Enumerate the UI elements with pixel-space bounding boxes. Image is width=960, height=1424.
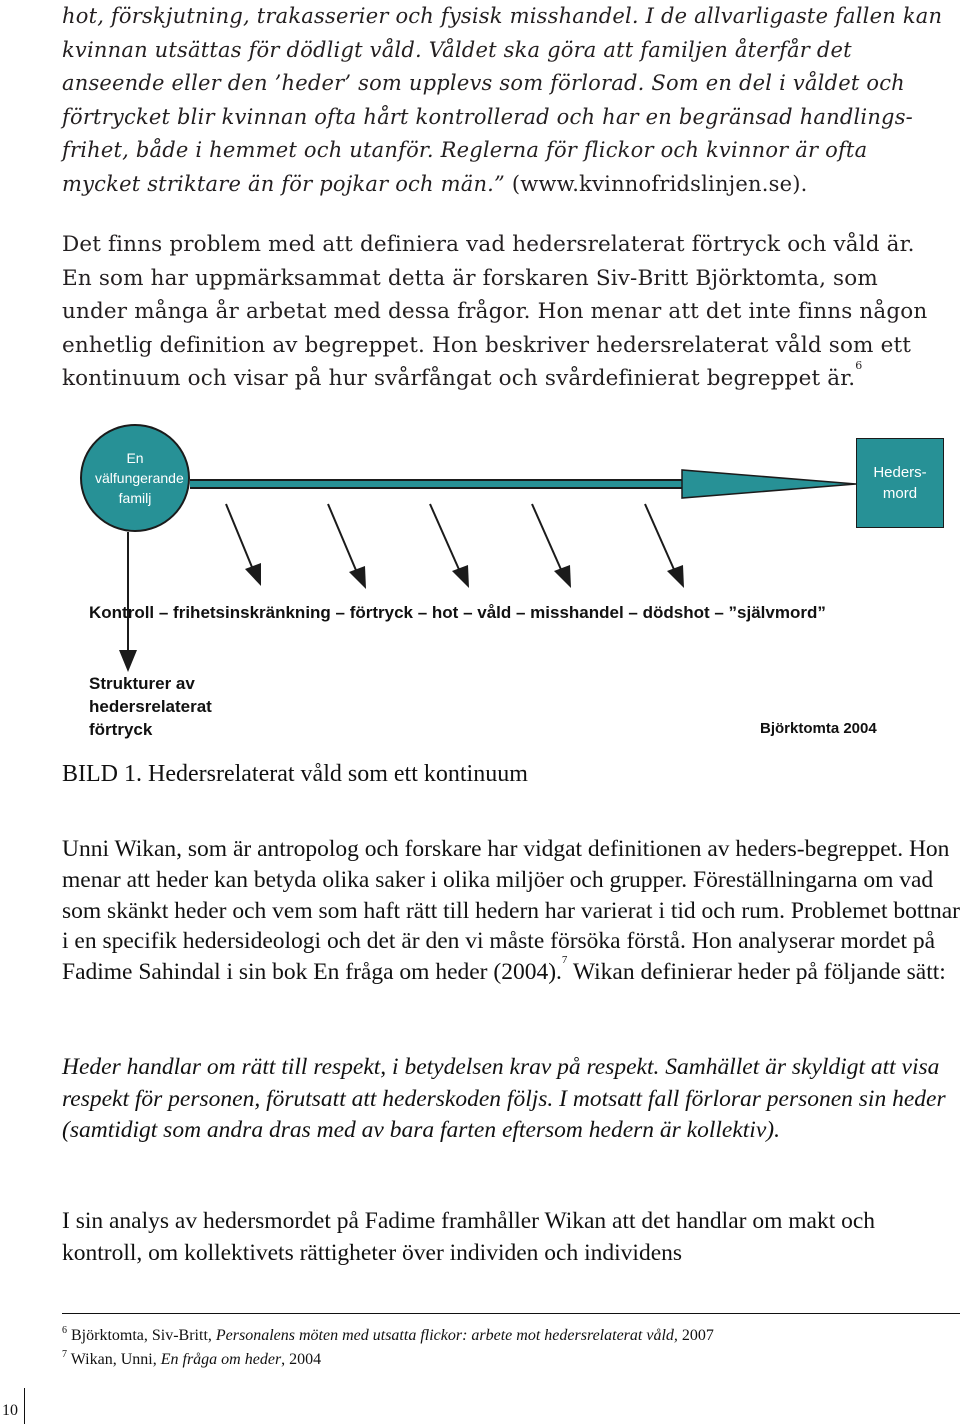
footnote-ref-6: 6 <box>855 359 863 372</box>
wikan-text: Unni Wikan, som är antropolog och forskare har vidgat definitionen av heders-begreppet. Hon menar att heder kan betyda olika saker i olika miljöer och grupper. Föreställningarna om vad som skänkt heder och vem som haft rätt till hedern har varierat i tid och rum. Problemet bottnar i en specifik hedersideologi och det är den vi måste försöka förstå. Hon analyserar mordet på Fadime Sahindal i sin bok En fråga om heder (2004). <box>62 836 960 986</box>
footnote-6-number: 6 <box>62 1325 67 1336</box>
intro-paragraph <box>62 0 952 201</box>
pressure-arrows <box>226 504 684 589</box>
pressure-arrow-4 <box>532 504 571 588</box>
footnote-divider <box>62 1313 960 1314</box>
definition-paragraph <box>62 228 942 396</box>
page-number-rule <box>24 1388 25 1424</box>
well-functioning-family-node <box>80 424 190 532</box>
page-number: 10 <box>2 1402 18 1419</box>
box-label: Heders-mord <box>873 464 927 502</box>
continuum-spear <box>190 470 856 498</box>
intro-source: (www.kvinnofridslinjen.se). <box>504 171 808 196</box>
footnote-7-year: , 2004 <box>281 1351 322 1368</box>
pressure-arrow-1 <box>226 504 261 586</box>
intro-text: hot, förskjutning, trakasserier och fysisk misshandel. I de allvarligaste fallen kan kvinnan utsättas för dödligt våld. Våldet ska göra att familjen återfår det anseende eller den ’heder’ som upplevs som förlorad. Som en del i våldet och förtrycket blir kvinnan ofta hårt kontrollerad och har en begränsad handlings-frihet, både i hemmet och utanför. Reglerna för flickor och kvinnor är ofta mycket striktare än för pojkar och män.” <box>62 4 943 196</box>
footnote-7-number: 7 <box>62 1349 67 1360</box>
honor-killing-node <box>856 438 944 528</box>
circle-label: En välfungerande familj <box>95 450 184 506</box>
pressure-arrow-2 <box>328 504 366 589</box>
footnote-7 <box>62 1351 321 1369</box>
wikan-paragraph <box>62 834 960 988</box>
pressure-arrow-5 <box>645 504 684 588</box>
footnote-6-author: Björktomta, Siv-Britt, <box>71 1327 216 1344</box>
structures-label: Strukturer av hedersrelaterat förtryck <box>89 674 212 739</box>
wikan-text-after: Wikan definierar heder på följande sätt: <box>567 959 946 986</box>
structures-arrow <box>119 532 137 672</box>
figure-caption: BILD 1. Hedersrelaterat våld som ett kontinuum <box>62 761 528 787</box>
definition-text: Det finns problem med att definiera vad hedersrelaterat förtryck och våld är. En som har uppmärksammat detta är forskaren Siv-Britt Björktomta, som under många år arbetat med dessa frågor. Hon menar att det inte finns någon enhetlig definition av begreppet. Hon beskriver hedersrelaterat våld som ett kontinuum och visar på hur svårfångat och svårdefinierat begreppet är. <box>62 232 928 391</box>
footnote-6-title: Personalens möten med utsatta flickor: arbete mot hedersrelaterat våld, <box>215 1327 678 1344</box>
footnote-7-title: En fråga om heder <box>160 1351 282 1368</box>
analysis-paragraph: I sin analys av hedersmordet på Fadime framhåller Wikan att det handlar om makt och kontroll, om kollektivets rättigheter över individen och individens <box>62 1208 876 1266</box>
footnote-6 <box>62 1327 714 1345</box>
footnote-6-year: 2007 <box>677 1327 714 1344</box>
honor-definition-quote: Heder handlar om rätt till respekt, i betydelsen krav på respekt. Samhället är skyldigt att visa respekt för personen, förutsatt att hederskoden följs. I motsatt fall förlorar personen sin heder (samtidigt som andra dras med av bara farten eftersom hedern är kollektiv). <box>62 1054 946 1143</box>
continuum-label: Kontroll – frihetsinskränkning – förtryck – hot – våld – misshandel – dödshot – ”självmord” <box>89 603 826 622</box>
footnote-ref-7: 7 <box>561 954 568 967</box>
diagram-credit: Björktomta 2004 <box>760 720 877 737</box>
footnote-7-author: Wikan, Unni, <box>70 1351 161 1368</box>
pressure-arrow-3 <box>430 504 469 588</box>
